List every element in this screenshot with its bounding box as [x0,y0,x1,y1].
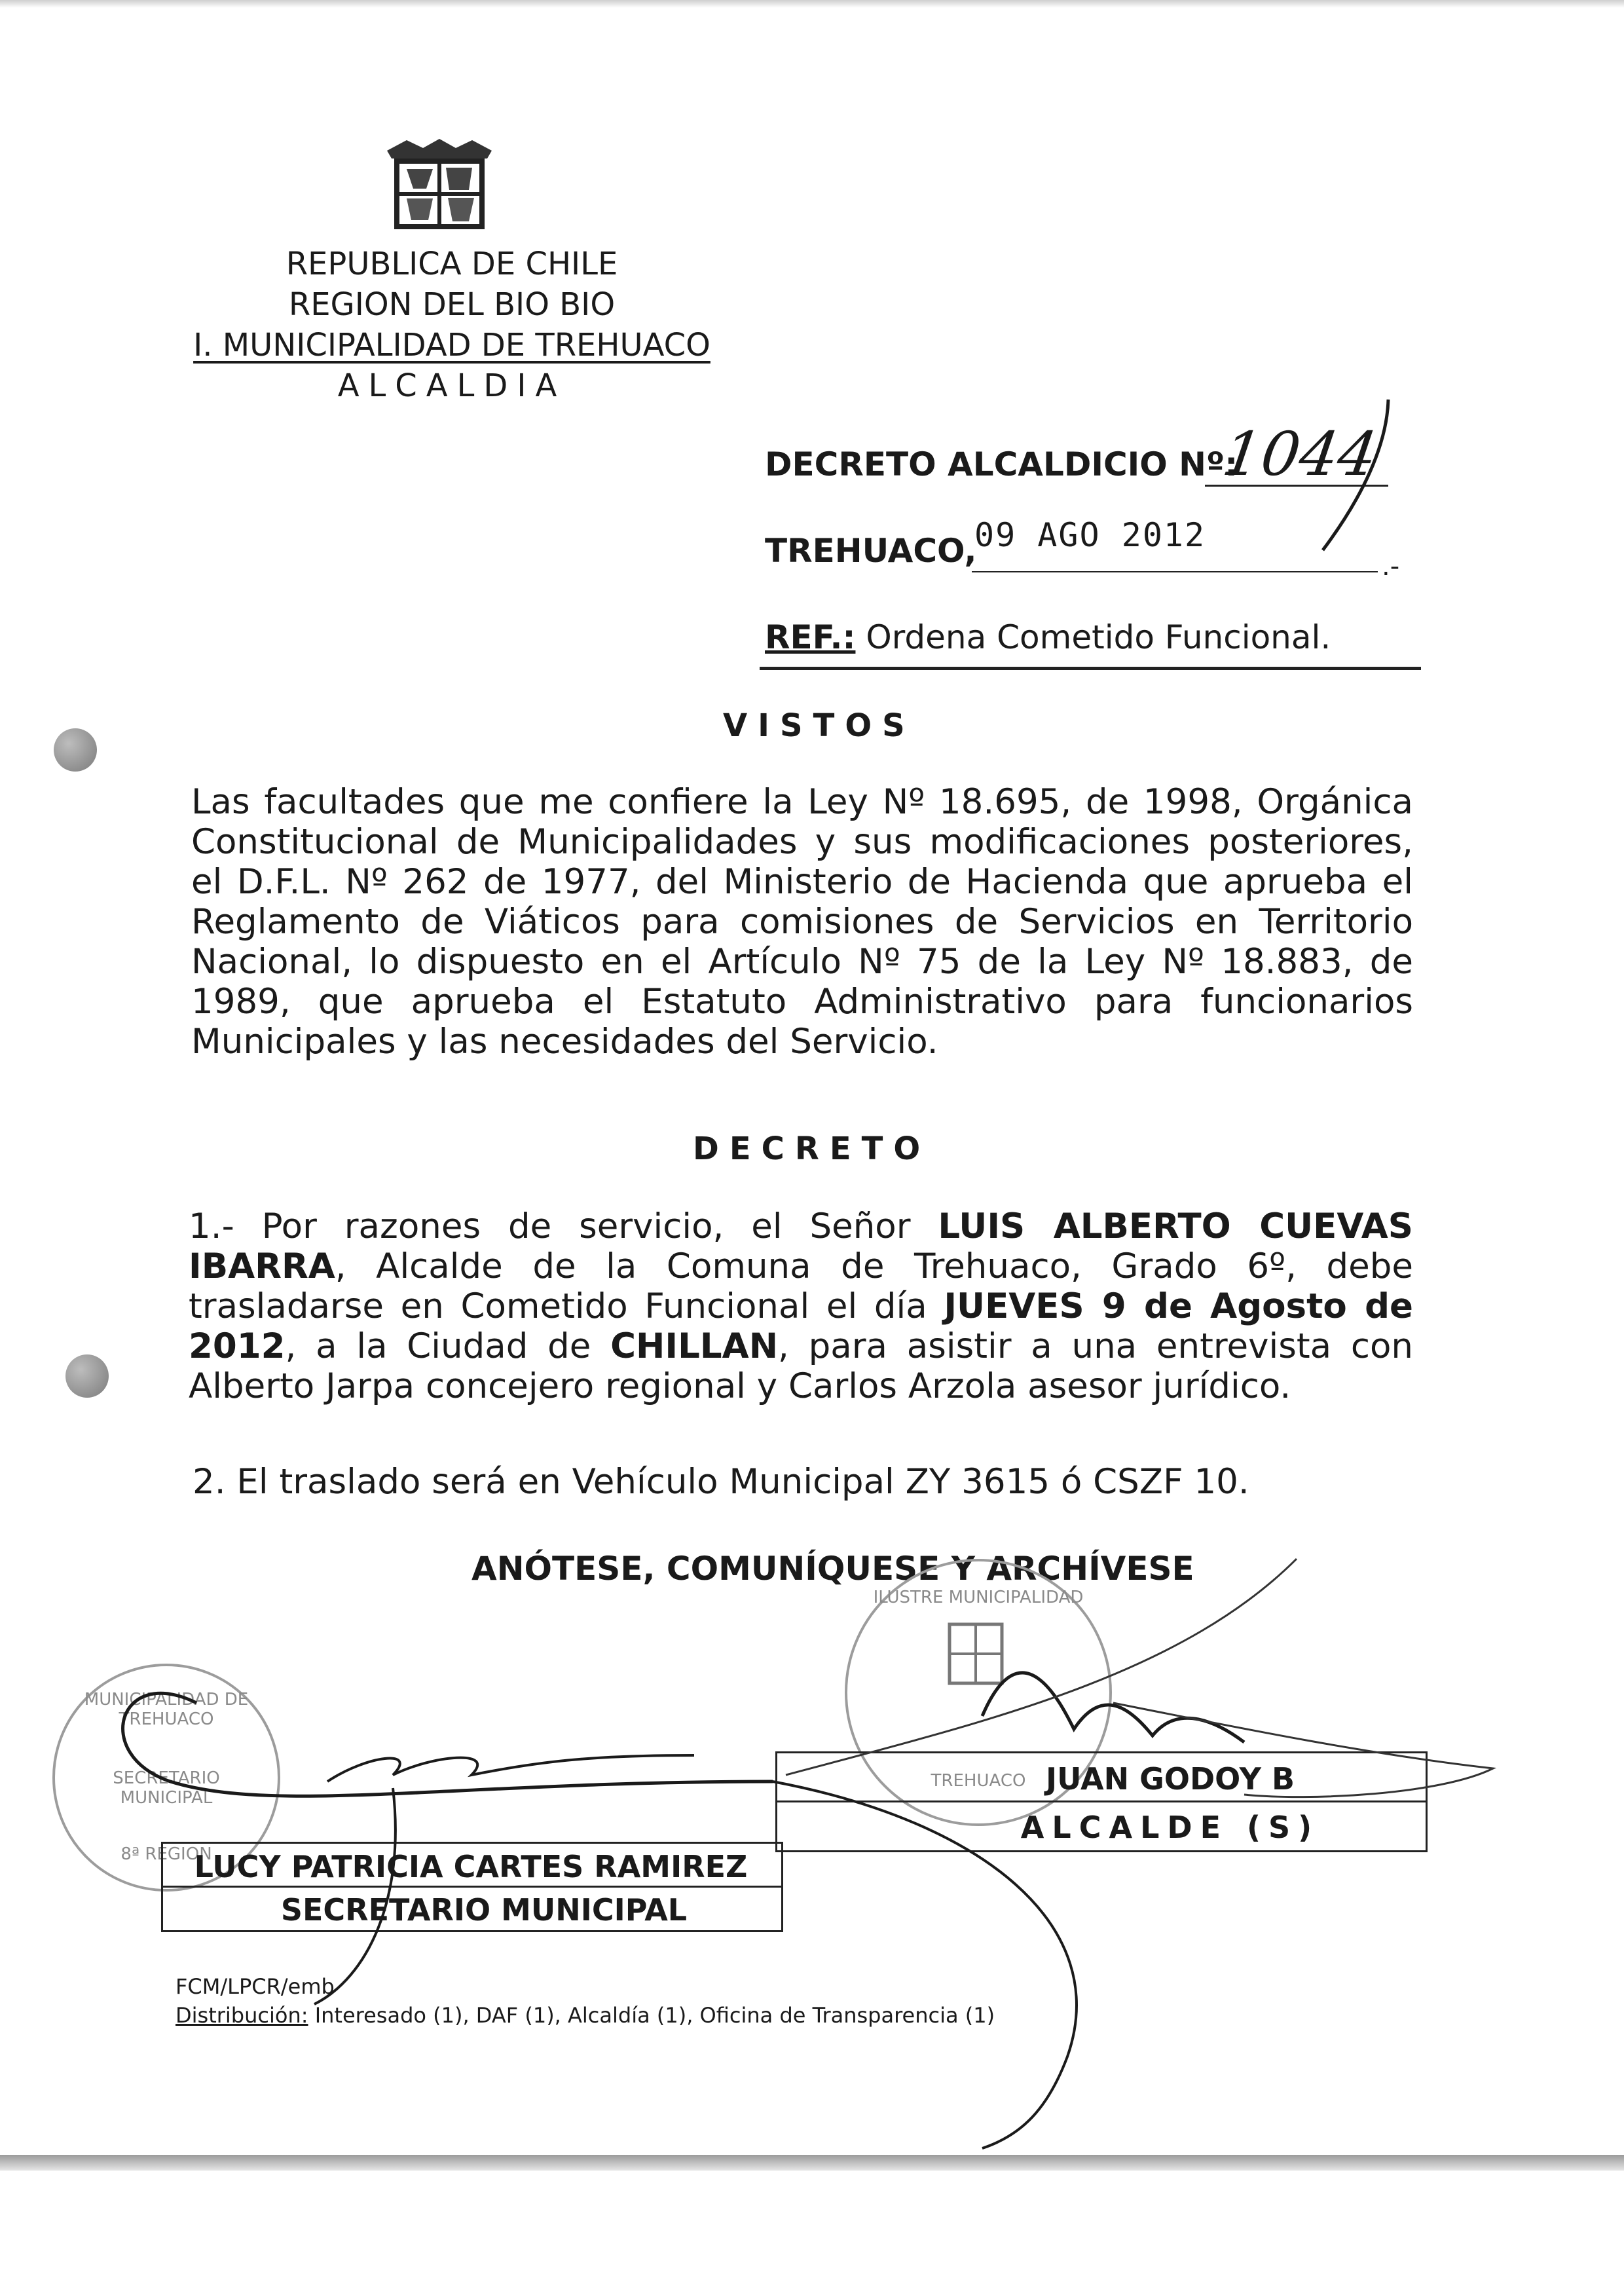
secretary-name: LUCY PATRICIA CARTES RAMIREZ [194,1849,748,1884]
scan-bottom-edge [0,2155,1624,2171]
reference-rule [760,667,1421,670]
punch-hole-top [54,728,97,772]
decreto-title: DECRETO [693,1130,931,1167]
municipal-crest-icon [371,136,508,234]
item1-text-a: 1.- Por razones de servicio, el Señor [189,1206,938,1246]
item1-text-b: , Alcalde de la Comuna de Trehuaco, Grado 6º, debe trasladarse en Cometido Funcional el día [189,1246,1413,1326]
mayor-seal-top-text: ILUSTRE MUNICIPALIDAD [873,1588,1084,1607]
item1-city: CHILLAN [610,1326,779,1366]
reference-line [765,618,1331,656]
handwritten-signatures [0,1506,1624,2161]
reference-label: REF.: [765,618,856,656]
region-line: REGION DEL BIO BIO [288,286,616,323]
item1-text-d: , para asistir a una entrevista con Alberto Jarpa concejero regional y Carlos Arzola asesor jurídico. [189,1326,1413,1406]
initials: FCM/LPCR/emb [175,1974,335,1999]
distribution-line [175,2003,995,2028]
mayor-name: JUAN GODOY B [1045,1761,1295,1797]
municipality-line: I. MUNICIPALIDAD DE TREHUACO [193,327,710,364]
issuer-header [190,244,714,406]
item1-text-c: , a la Ciudad de [285,1326,611,1366]
secretary-seal-top-text: MUNICIPALIDAD DE TREHUACO [84,1690,249,1729]
handwritten-slash-mark [1310,393,1401,563]
vistos-title: VISTOS [723,707,915,744]
secretary-seal-mid-text: SECRETARIO MUNICIPAL [113,1768,220,1808]
secretary-seal-bottom-text: 8ª REGION [120,1844,212,1864]
date-line [972,571,1378,572]
scan-top-edge [0,0,1624,8]
vistos-paragraph: Las facultades que me confiere la Ley Nº 18.695, de 1998, Orgánica Constitucional de Municipalidades y sus modificaciones posteriores, el D.F.L. Nº 262 de 1977, del Ministerio de Hacienda que aprueba el Reglamento de Viáticos para comisiones de Servicios en Territorio Nacional, lo dispuesto en el Artículo Nº 75 de la Ley Nº 18.883, de 1989, que aprueba el Estatuto Administrativo para funcionarios Municipales y las necesidades del Servicio. [191,782,1413,1062]
decreto-item-2: 2. El traslado será en Vehículo Municipal ZY 3615 ó CSZF 10. [193,1462,1249,1502]
secretary-title: SECRETARIO MUNICIPAL [280,1892,688,1928]
place-label: TREHUACO, [765,532,977,570]
decree-number-label: DECRETO ALCALDICIO Nº: [765,445,1238,483]
mayor-seal-bottom-text: TREHUACO [931,1771,1026,1791]
reference-text: Ordena Cometido Funcional. [866,618,1331,656]
office-line: ALCALDIA [337,367,566,404]
closing-formula: ANÓTESE, COMUNÍQUESE Y ARCHÍVESE [471,1550,1194,1588]
date-stamp: 09 AGO 2012 [974,516,1206,554]
date-line-end: .- [1382,551,1400,582]
decree-number-handwritten: 1044 [1218,419,1382,489]
item1-person-name: LUIS ALBERTO CUEVAS IBARRA [189,1206,1413,1286]
distribution-text: Interesado (1), DAF (1), Alcaldía (1), Oficina de Transparencia (1) [308,2003,995,2028]
mayor-title: ALCALDE (S) [1020,1810,1320,1845]
punch-hole-bottom [65,1354,109,1398]
decreto-item-1 [189,1206,1413,1406]
distribution-label: Distribución: [175,2003,308,2028]
item1-date: JUEVES 9 de Agosto de 2012 [189,1286,1413,1366]
country-line: REPUBLICA DE CHILE [286,246,618,282]
